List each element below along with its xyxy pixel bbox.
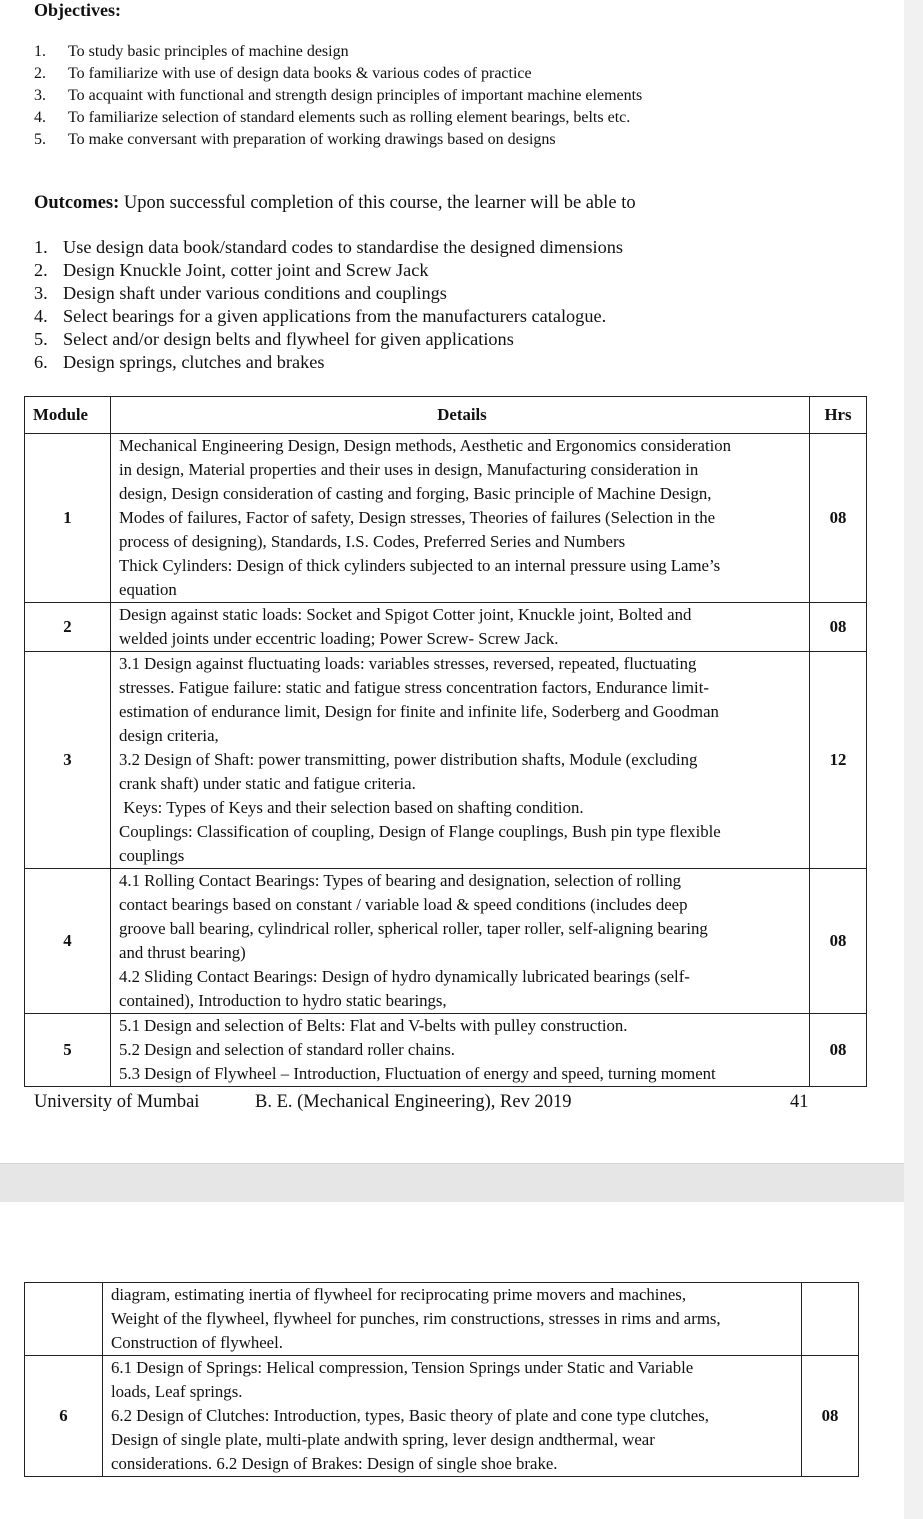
module-details: diagram, estimating inertia of flywheel for reciprocating prime movers and machines, Weight of the flywheel, flywheel for punches, rim constructions, stresses in rims and arms, Construction of flywheel. [103,1283,802,1356]
outcomes-heading [34,193,636,214]
viewer-scrollbar[interactable] [904,0,923,1519]
objectives-heading: Objectives: [34,0,121,20]
list-item: 2. Design Knuckle Joint, cotter joint and Screw Jack [34,260,429,280]
module-hours: 08 [810,1014,867,1087]
list-item: 4. To familiarize selection of standard elements such as rolling element bearings, belts etc. [34,109,631,126]
document-page-2 [0,1202,904,1519]
table-row [25,1014,867,1087]
module-number: 2 [25,603,111,652]
footer-page-number: 41 [790,1092,809,1112]
outcomes-label: Outcomes: [34,193,120,213]
module-details: Design against static loads: Socket and Spigot Cotter joint, Knuckle joint, Bolted and welded joints under eccentric loading; Power Screw- Screw Jack. [111,603,810,652]
module-hours: 08 [810,869,867,1014]
table-row [25,652,867,869]
module-details: 6.1 Design of Springs: Helical compression, Tension Springs under Static and Variable loads, Leaf springs. 6.2 Design of Clutches: Introduction, types, Basic theory of plate and cone type clutches, Design of single plate, multi-plate andwith spring, lever design andthermal, wear considerations. 6.2 Design of Brakes: Design of single shoe brake. [103,1356,802,1477]
list-item: 3. Design shaft under various conditions and couplings [34,283,447,303]
module-details: 3.1 Design against fluctuating loads: variables stresses, reversed, repeated, fluctuating stresses. Fatigue failure: static and fatigue stress concentration factors, Endurance limit- estimation of endurance limit, Design for finite and infinite life, Soderberg and Goodman design criteria, 3.2 Design of Shaft: power transmitting, power distribution shafts, Module (excluding crank shaft) under static and fatigue criteria. Keys: Types of Keys and their selection based on shafting condition. Couplings: Classification of coupling, Design of Flange couplings, Bush pin type flexible couplings [111,652,810,869]
list-item: 5. Select and/or design belts and flywheel for given applications [34,329,514,349]
footer-degree: B. E. (Mechanical Engineering), Rev 2019 [255,1092,572,1112]
list-item: 6. Design springs, clutches and brakes [34,352,325,372]
table-row [25,1283,859,1356]
table-row [25,603,867,652]
module-hours [802,1283,859,1356]
module-number [25,1283,103,1356]
outcomes-intro: Upon successful completion of this course, the learner will be able to [123,193,636,213]
list-item: 3. To acquaint with functional and strength design principles of important machine elements [34,87,643,104]
list-item: 5. To make conversant with preparation of working drawings based on designs [34,131,556,148]
syllabus-table [24,396,867,1087]
module-hours: 12 [810,652,867,869]
list-item: 1. Use design data book/standard codes to standardise the designed dimensions [34,237,623,257]
column-header-details: Details [111,397,810,434]
module-number: 4 [25,869,111,1014]
list-item: 2. To familiarize with use of design data books & various codes of practice [34,65,532,82]
column-header-module: Module [25,397,111,434]
module-number: 1 [25,434,111,603]
module-number: 5 [25,1014,111,1087]
table-header-row [25,397,867,434]
outcomes-list [34,236,623,374]
module-hours: 08 [802,1356,859,1477]
column-header-hrs: Hrs [810,397,867,434]
module-details: 4.1 Rolling Contact Bearings: Types of bearing and designation, selection of rolling contact bearings based on constant / variable load & speed conditions (includes deep groove ball bearing, cylindrical roller, spherical roller, taper roller, self-aligning bearing and thrust bearing) 4.2 Sliding Contact Bearings: Design of hydro dynamically lubricated bearings (self- contained), Introduction to hydro static bearings, [111,869,810,1014]
module-number: 6 [25,1356,103,1477]
syllabus-table-continued [24,1282,859,1477]
table-row [25,434,867,603]
table-row [25,869,867,1014]
list-item: 1. To study basic principles of machine design [34,43,349,60]
module-number: 3 [25,652,111,869]
objectives-list [34,41,642,151]
page-separator [0,1163,904,1202]
module-details: Mechanical Engineering Design, Design methods, Aesthetic and Ergonomics consideration in design, Material properties and their uses in design, Manufacturing consideration in design, Design consideration of casting and forging, Basic principle of Machine Design, Modes of failures, Factor of safety, Design stresses, Theories of failures (Selection in the process of designing), Standards, I.S. Codes, Preferred Series and Numbers Thick Cylinders: Design of thick cylinders subjected to an internal pressure using Lame’s equation [111,434,810,603]
list-item: 4. Select bearings for a given applications from the manufacturers catalogue. [34,306,607,326]
table-row [25,1356,859,1477]
module-hours: 08 [810,603,867,652]
module-details: 5.1 Design and selection of Belts: Flat and V-belts with pulley construction. 5.2 Design and selection of standard roller chains. 5.3 Design of Flywheel – Introduction, Fluctuation of energy and speed, turning moment [111,1014,810,1087]
footer-university: University of Mumbai [34,1092,200,1112]
module-hours: 08 [810,434,867,603]
